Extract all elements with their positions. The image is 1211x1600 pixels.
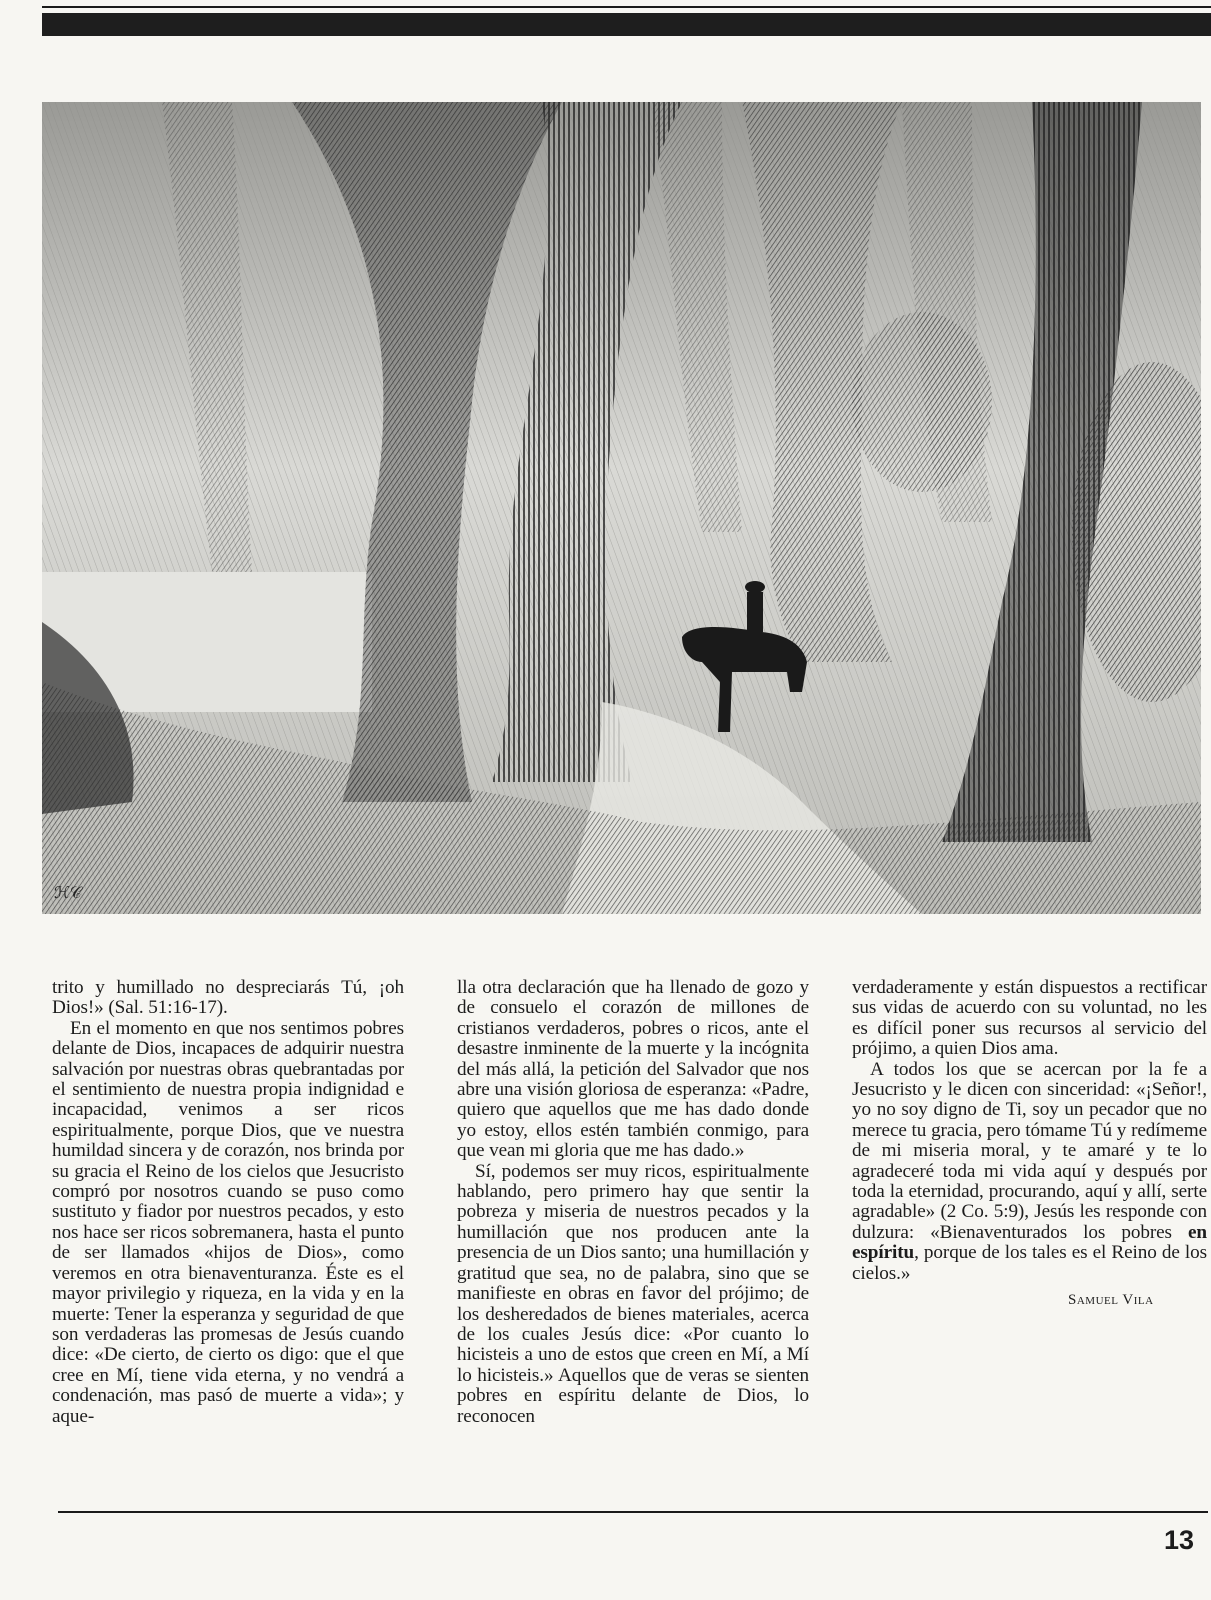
paragraph bbox=[852, 1060, 1207, 1284]
forest-engraving-illustration bbox=[42, 102, 1201, 914]
header-bar bbox=[42, 13, 1211, 36]
paragraph: trito y humillado no despreciarás Tú, ¡oh Dios!» (Sal. 51:16-17). bbox=[52, 977, 404, 1019]
top-rule bbox=[42, 6, 1211, 8]
article-column-1 bbox=[52, 978, 404, 1427]
paragraph: En el momento en que nos sentimos pobres delante de Dios, incapaces de adquirir nuestra salvación por nuestras obras quebrantadas por el sentimiento de nuestra propia indignidad e incapacidad, venimos a ser ricos espiritualmente, porque Dios, que ve nuestra humildad sincera y de corazón, nos brinda por su gracia el Reino de los cielos que Jesucristo compró por nosotros cuando se puso como sustituto y fiador por nuestros pecados, y esto nos hace ser ricos sobremanera, hasta el punto de ser llamados «hijos de Dios», como veremos en otra bienaventuranza. Éste es el mayor privilegio y riqueza, en la vida y en la muerte: Tener la esperanza y seguridad de que son verdaderas las promesas de Jesús cuando dice: «De cierto, de cierto os digo: que el que cree en Mí, tiene vida eterna, y no vendrá a condenación, mas pasó de muerte a vida»; y aque- bbox=[52, 1017, 404, 1427]
paragraph: lla otra declaración que ha llenado de gozo y de consuelo el corazón de millones de cristianos verdaderos, pobres o ricos, ante el desastre inminente de la muerte y la incógnita del más allá, la petición del Salvador que nos abre una visión gloriosa de esperanza: «Padre, quiero que aquellos que me has dado donde yo estoy, ellos estén también conmigo, para que vean mi gloria que me has dado.» bbox=[457, 977, 809, 1162]
author-signature: Samuel Vila bbox=[1068, 1292, 1154, 1308]
article-column-3 bbox=[852, 978, 1207, 1284]
engraver-signature: ℋ𝒞 bbox=[54, 883, 82, 902]
paragraph-text-end: , porque de los tales es el Reino de los cielos.» bbox=[852, 1242, 1207, 1284]
paragraph-text: A todos los que se acercan por la fe a Jesucristo y le dicen con sinceridad: «¡Señor!, yo no soy digno de Ti, soy un pecador que no merece tu gracia, pero tómame Tú y redímeme de mi miseria moral, y te amaré y te lo agradeceré toda mi vida aquí y después por toda la eternidad, procurando, aquí y allí, serte agradable» (2 Co. 5:9), Jesús les responde con dulzura: «Bienaventurados los pobres bbox=[852, 1058, 1207, 1243]
article-column-2 bbox=[457, 978, 809, 1427]
paragraph: verdaderamente y están dispuestos a rectificar sus vidas de acuerdo con su voluntad, no les es difícil poner sus recursos al servicio del prójimo, a quien Dios ama. bbox=[852, 977, 1207, 1060]
page-number: 13 bbox=[1164, 1525, 1195, 1555]
paragraph: Sí, podemos ser muy ricos, espiritualmente hablando, pero primero hay que sentir la pobreza y miseria de nuestros pecados y la humillación que nos producen ante la presencia de un Dios santo; una humillación y gratitud que sea, no de palabra, sino que se manifieste en obras en favor del prójimo; de los desheredados de bienes materiales, acerca de los cuales Jesús dice: «Por cuanto lo hicisteis a uno de estos que creen en Mí, a Mí lo hicisteis.» Aquellos que de veras se sienten pobres en espíritu delante de Dios, lo reconocen bbox=[457, 1160, 809, 1427]
emphasis-text: en espíritu bbox=[852, 1221, 1207, 1264]
bottom-rule bbox=[58, 1511, 1208, 1513]
